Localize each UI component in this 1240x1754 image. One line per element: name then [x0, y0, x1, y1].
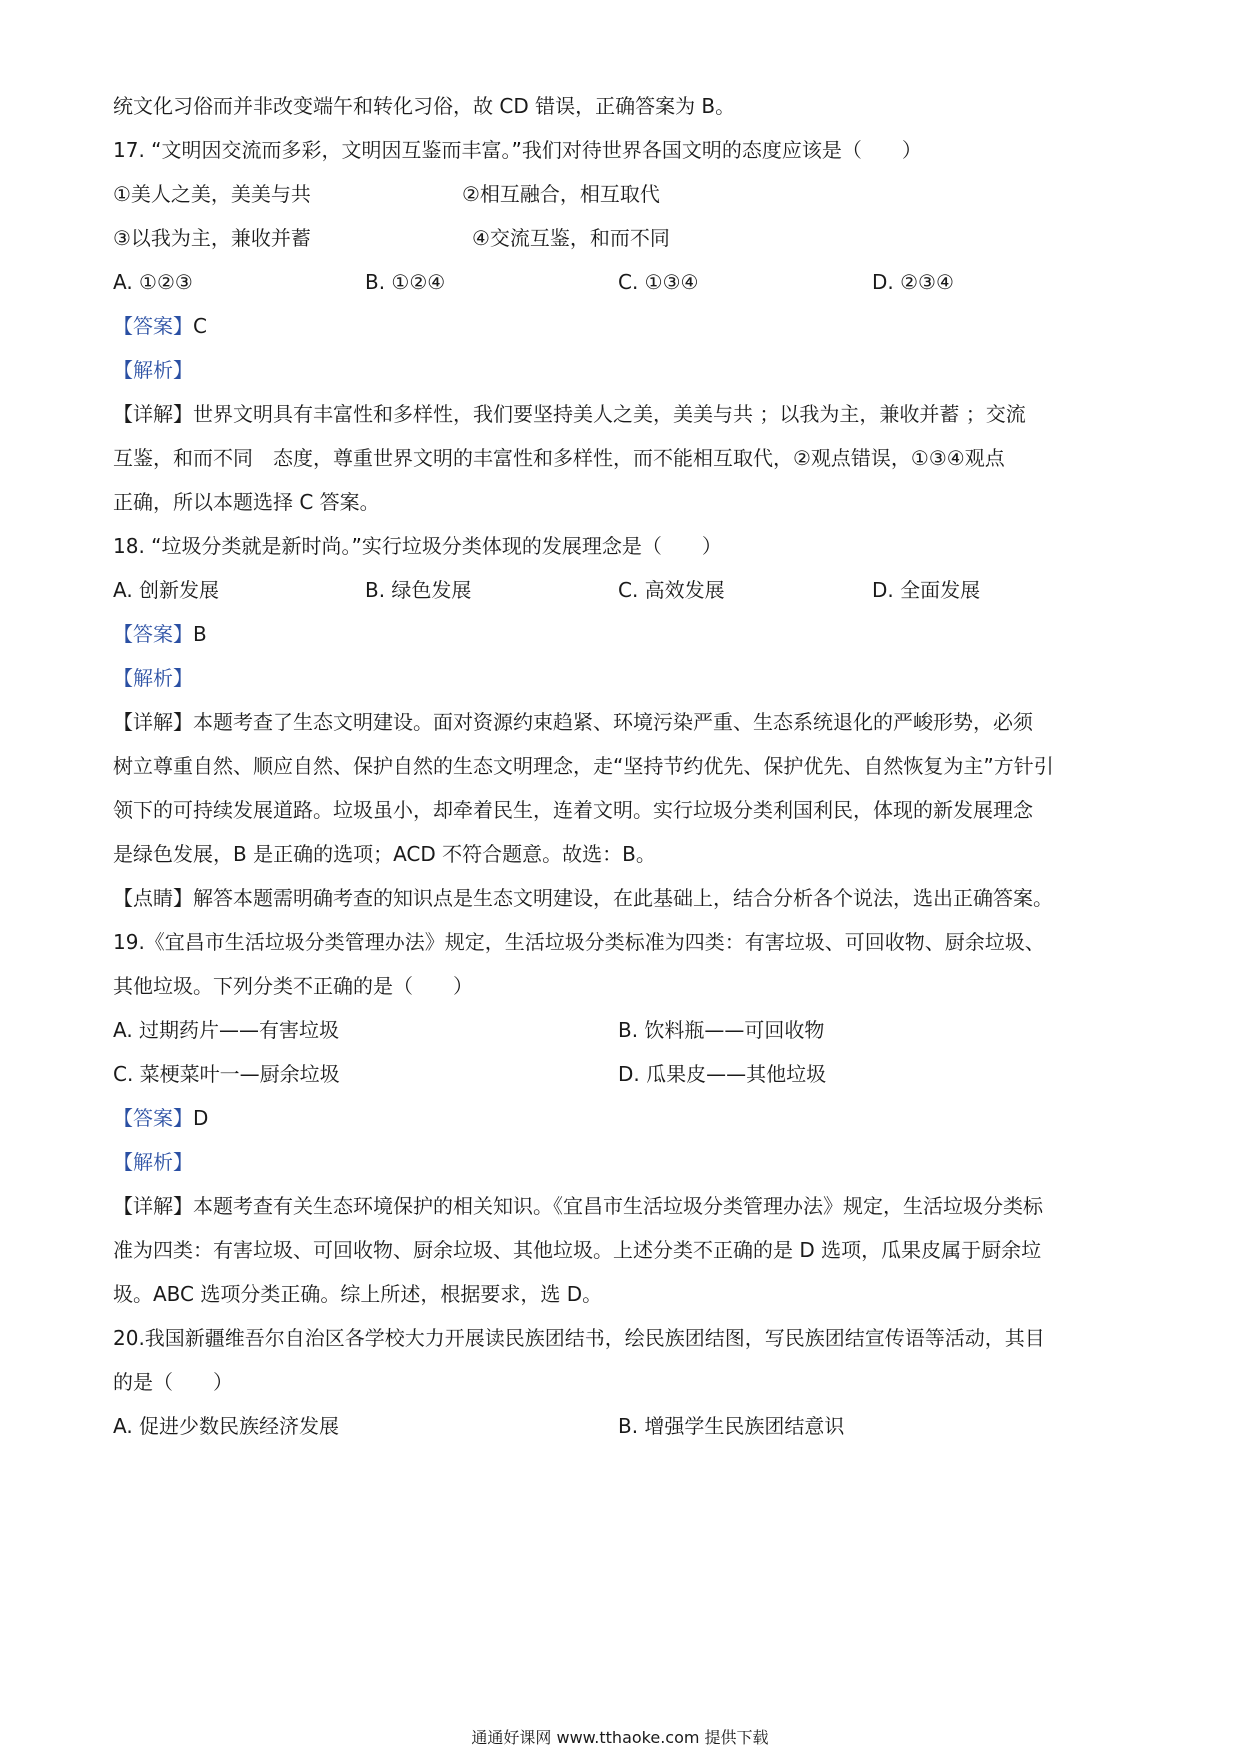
answer-tag: 【答案】 [113, 1106, 193, 1130]
q17-answer [113, 312, 207, 340]
q18-detail-line-1 [113, 708, 1033, 736]
q19-option-b: B. 饮料瓶——可回收物 [618, 1018, 825, 1042]
q20-stem-line-1: 20.我国新疆维吾尔自治区各学校大力开展读民族团结书，绘民族团结图，写民族团结宣传语等活动，其目 [113, 1326, 1045, 1350]
q19-stem-line-2: 其他垃圾。下列分类不正确的是（ ） [113, 974, 473, 998]
prev-question-tail: 统文化习俗而并非改变端午和转化习俗，故 CD 错误，正确答案为 B。 [113, 94, 736, 118]
dianjing-tag: 【点睛】 [113, 886, 193, 910]
detail-text: 本题考查了生态文明建设。面对资源约束趋紧、环境污染严重、生态系统退化的严峻形势，必须 [193, 710, 1033, 734]
q17-statement-3: ③以我为主，兼收并蓄 [113, 226, 311, 250]
q18-stem: 18. “垃圾分类就是新时尚。”实行垃圾分类体现的发展理念是（ ） [113, 534, 722, 558]
q19-option-a: A. 过期药片——有害垃圾 [113, 1018, 340, 1042]
q18-analysis-tag: 【解析】 [113, 666, 193, 690]
q18-option-c: C. 高效发展 [618, 578, 725, 602]
q19-answer [113, 1104, 208, 1132]
q20-stem-line-2: 的是（ ） [113, 1370, 233, 1394]
q19-stem-line-1: 19.《宜昌市生活垃圾分类管理办法》规定，生活垃圾分类标准为四类：有害垃圾、可回收物、厨余垃圾、 [113, 930, 1045, 954]
answer-value: C [193, 314, 207, 338]
q18-detail-line-2: 树立尊重自然、顺应自然、保护自然的生态文明理念，走“坚持节约优先、保护优先、自然恢复为主”方针引 [113, 754, 1054, 778]
q17-option-c: C. ①③④ [618, 270, 699, 294]
detail-text: 世界文明具有丰富性和多样性，我们要坚持美人之美，美美与共 ；以我为主，兼收并蓄 ；交流 [193, 402, 1026, 426]
q18-option-a: A. 创新发展 [113, 578, 220, 602]
q19-option-c: C. 菜梗菜叶一—厨余垃圾 [113, 1062, 340, 1086]
q18-option-b: B. 绿色发展 [365, 578, 472, 602]
q18-dianjing [113, 884, 1053, 912]
detail-tag: 【详解】 [113, 1194, 193, 1218]
q17-statement-1: ①美人之美，美美与共 [113, 182, 311, 206]
detail-text: 本题考查有关生态环境保护的相关知识。《宜昌市生活垃圾分类管理办法》规定，生活垃圾分类标 [193, 1194, 1043, 1218]
q17-stem: 17. “文明因交流而多彩，文明因互鉴而丰富。”我们对待世界各国文明的态度应该是（ ） [113, 138, 922, 162]
q17-statement-2: ②相互融合，相互取代 [462, 182, 660, 206]
dianjing-text: 解答本题需明确考查的知识点是生态文明建设，在此基础上，结合分析各个说法，选出正确答案。 [193, 886, 1053, 910]
q17-detail-line-1 [113, 400, 1026, 428]
detail-tag: 【详解】 [113, 710, 193, 734]
q19-detail-line-3: 圾。ABC 选项分类正确。综上所述，根据要求，选 D。 [113, 1282, 603, 1306]
q18-option-d: D. 全面发展 [872, 578, 981, 602]
q20-option-b: B. 增强学生民族团结意识 [618, 1414, 845, 1438]
q17-detail-line-3: 正确，所以本题选择 C 答案。 [113, 490, 380, 514]
q18-detail-line-4: 是绿色发展，B 是正确的选项；ACD 不符合题意。故选：B。 [113, 842, 656, 866]
q18-detail-line-3: 领下的可持续发展道路。垃圾虽小，却牵着民生，连着文明。实行垃圾分类利国利民，体现的新发展理念 [113, 798, 1033, 822]
q19-analysis-tag: 【解析】 [113, 1150, 193, 1174]
q17-option-d: D. ②③④ [872, 270, 954, 294]
q18-answer [113, 620, 207, 648]
q19-detail-line-1 [113, 1192, 1043, 1220]
answer-value: D [193, 1106, 209, 1130]
answer-tag: 【答案】 [113, 314, 193, 338]
q17-statement-4: ④交流互鉴，和而不同 [472, 226, 670, 250]
q19-option-d: D. 瓜果皮——其他垃圾 [618, 1062, 827, 1086]
q20-option-a: A. 促进少数民族经济发展 [113, 1414, 340, 1438]
answer-value: B [193, 622, 207, 646]
q17-detail-line-2: 互鉴，和而不同 态度，尊重世界文明的丰富性和多样性，而不能相互取代，②观点错误，①③④观点 [113, 446, 1005, 470]
page-footer: 通通好课网 www.tthaoke.com 提供下载 [471, 1728, 769, 1747]
q19-detail-line-2: 准为四类：有害垃圾、可回收物、厨余垃圾、其他垃圾。上述分类不正确的是 D 选项，瓜果皮属于厨余垃 [113, 1238, 1042, 1262]
answer-tag: 【答案】 [113, 622, 193, 646]
q17-option-b: B. ①②④ [365, 270, 446, 294]
q17-option-a: A. ①②③ [113, 270, 193, 294]
detail-tag: 【详解】 [113, 402, 193, 426]
q17-analysis-tag: 【解析】 [113, 358, 193, 382]
